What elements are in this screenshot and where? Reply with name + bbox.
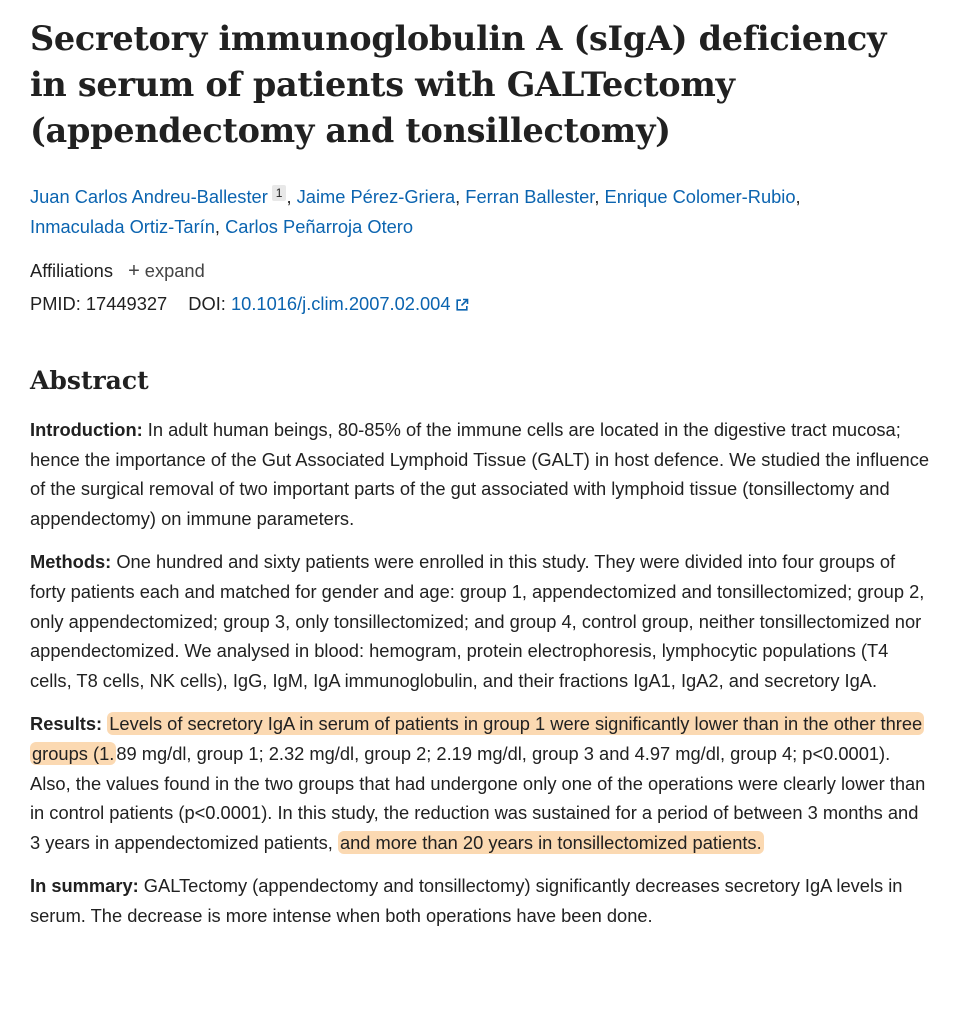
author-separator: , xyxy=(214,216,226,237)
article-page xyxy=(30,16,930,931)
doi-label: DOI: xyxy=(188,293,226,314)
summary-label: In summary: xyxy=(30,875,139,897)
results-text: 89 mg/dl, group 1; 2.32 mg/dl, group 2; 2.19 mg/dl, group 3 and 4.97 mg/dl, group 4; p<0.0001). Also, the values found in the two groups that had undergone only one of the operations were clearly lower than in control patients (p<0.0001). In this study, the reduction was sustained for a period of between 3 months and 3 years in appendectomized patients, xyxy=(30,742,926,853)
introduction-label: Introduction: xyxy=(30,419,143,440)
affiliations-row xyxy=(30,259,930,283)
author-separator: , xyxy=(286,186,297,207)
author-link[interactable]: Carlos Peñarroja Otero xyxy=(225,216,414,237)
affiliations-expand-button[interactable] xyxy=(128,260,205,281)
methods-label: Methods: xyxy=(30,551,112,573)
results-highlight: Levels of secretory IgA in serum of patients in group 1 were significantly lower than in the other three groups (1. xyxy=(32,713,923,764)
abstract-methods xyxy=(30,547,930,695)
article-title: Secretory immunoglobulin A (sIgA) deficiency in serum of patients with GALTectomy (appendectomy and tonsillectomy) xyxy=(30,19,887,150)
author-link[interactable]: Ferran Ballester xyxy=(465,186,595,207)
introduction-text: In adult human beings, 80-85% of the immune cells are located in the digestive tract mucosa; hence the importance of the Gut Associated Lymphoid Tissue (GALT) in host defence. We studied the influence of the surgical removal of two important parts of the gut associated with lymphoid tissue (tonsillectomy and appendectomy) on immune parameters. xyxy=(30,419,930,529)
results-label: Results: xyxy=(30,713,103,735)
results-highlight: and more than 20 years in tonsillectomized patients. xyxy=(339,831,762,853)
identifiers-row xyxy=(30,292,930,316)
author-separator: , xyxy=(455,186,466,207)
affiliations-label: Affiliations xyxy=(30,260,113,281)
abstract-results xyxy=(30,709,930,857)
doi-link[interactable] xyxy=(231,293,469,314)
plus-icon: + xyxy=(128,260,140,282)
abstract-heading: Abstract xyxy=(30,366,149,395)
author-link[interactable]: Juan Carlos Andreu-Ballester xyxy=(30,186,268,207)
abstract-summary xyxy=(30,871,930,930)
author-list xyxy=(30,182,930,242)
pmid: PMID: 17449327 xyxy=(30,293,168,314)
external-link-icon xyxy=(455,298,469,312)
affiliation-marker[interactable]: 1 xyxy=(272,185,287,201)
author-link[interactable]: Inmaculada Ortiz-Tarín xyxy=(30,216,215,237)
expand-label: expand xyxy=(144,260,205,281)
doi-value: 10.1016/j.clim.2007.02.004 xyxy=(230,293,451,314)
author-separator: , xyxy=(594,186,605,207)
author-link[interactable]: Enrique Colomer-Rubio xyxy=(604,186,796,207)
abstract-introduction xyxy=(30,415,930,533)
summary-text: GALTectomy (appendectomy and tonsillectomy) significantly decreases secretory IgA levels in serum. The decrease is more intense when both operations have been done. xyxy=(30,875,903,926)
methods-text: One hundred and sixty patients were enrolled in this study. They were divided into four groups of forty patients each and matched for gender and age: group 1, appendectomized and tonsillectomized; group 2, only appendectomized; group 3, only tonsillectomized; and group 4, control group, neither tonsillectomized nor appendectomized. We analysed in blood: hemogram, protein electrophoresis, lymphocytic populations (T4 cells, T8 cells, NK cells), IgG, IgM, IgA immunoglobulin, and their fractions IgA1, IgA2, and secretory IgA. xyxy=(30,551,925,691)
author-separator: , xyxy=(795,186,801,207)
author-link[interactable]: Jaime Pérez-Griera xyxy=(296,186,456,207)
